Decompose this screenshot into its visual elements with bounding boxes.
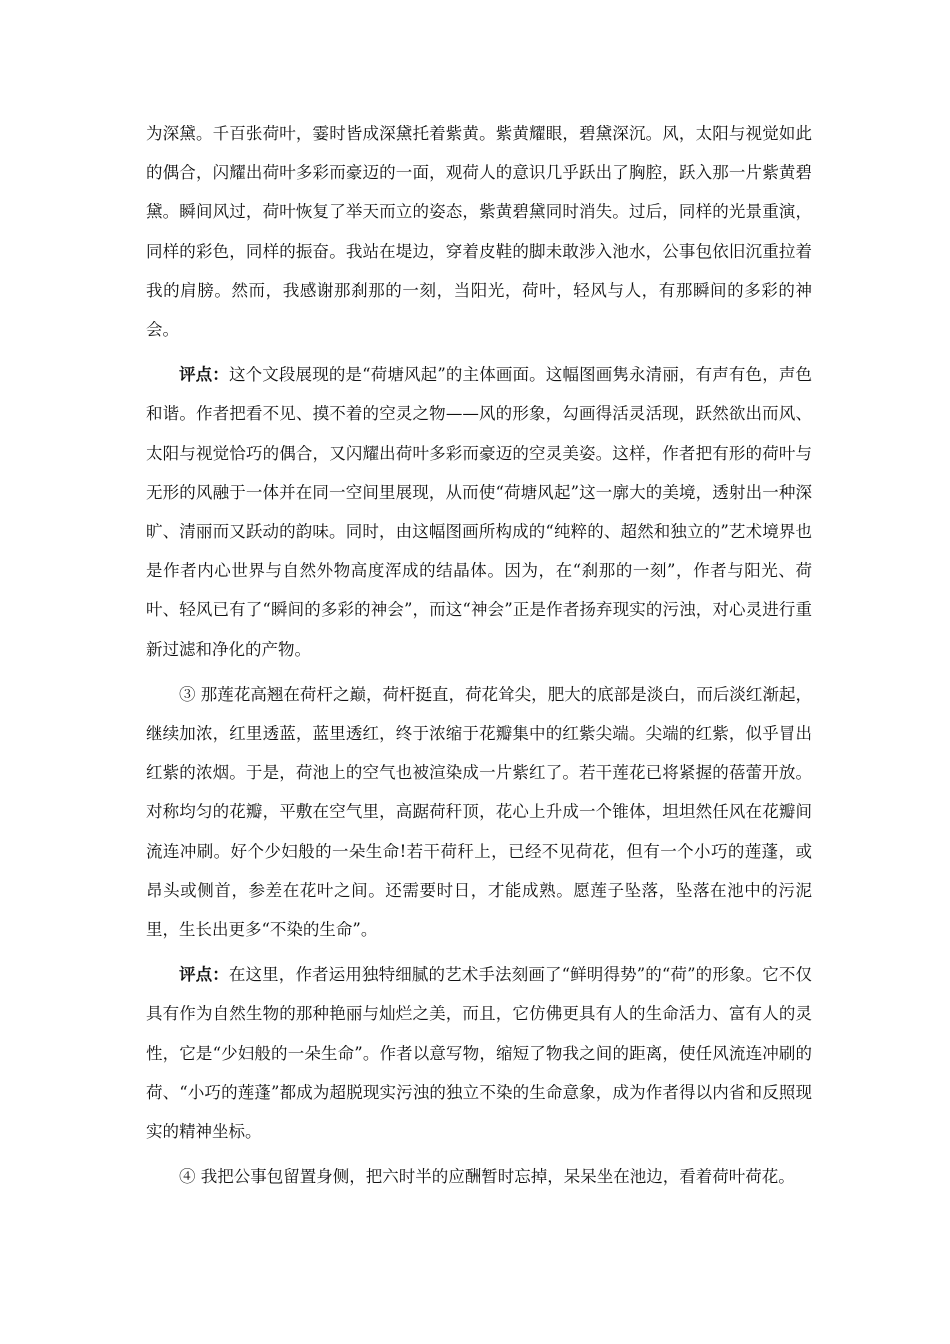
paragraph-continuation xyxy=(146,114,812,349)
comment-label: 评点： xyxy=(179,965,229,985)
paragraph-text: 在这里，作者运用独特细腻的艺术手法刻画了“鲜明得势”的“荷”的形象。它不仅具有作为自然生物的那种艳丽与灿烂之美，而且，它仿佛更具有人的生命活力、富有人的灵性，它是“少妇般的一朵生命”。作者以意写物，缩短了物我之间的距离，使任风流连冲刷的荷、“小巧的莲蓬”都成为超脱现实污浊的独立不染的生命意象，成为作者得以内省和反照现实的精神坐标。 xyxy=(146,965,812,1142)
paragraph-text: ④ 我把公事包留置身侧，把六时半的应酬暂时忘掉，呆呆坐在池边，看着荷叶荷花。 xyxy=(179,1167,795,1187)
paragraph-text: 这个文段展现的是“荷塘风起”的主体画面。这幅图画隽永清丽，有声有色，声色和谐。作者把看不见、摸不着的空灵之物——风的形象，勾画得活灵活现，跃然欲出而风、太阳与视觉恰巧的偶合，又闪耀出荷叶多彩而豪迈的空灵美姿。这样，作者把有形的荷叶与无形的风融于一体并在同一空间里展现，从而使“荷塘风起”这一廓大的美境，透射出一种深旷、清丽而又跃动的韵味。同时，由这幅图画所构成的“纯粹的、超然和独立的”艺术境界也是作者内心世界与自然外物高度浑成的结晶体。因为，在“刹那的一刻”，作者与阳光、荷叶、轻风已有了“瞬间的多彩的神会”，而这“神会”正是作者扬弃现实的污浊，对心灵进行重新过滤和净化的产物。 xyxy=(146,365,813,659)
document-page xyxy=(146,114,812,1202)
paragraph-3 xyxy=(146,675,812,949)
comment-paragraph-2 xyxy=(146,955,812,1151)
paragraph-text: ③ 那莲花高翘在荷杆之巅，荷杆挺直，荷花耸尖，肥大的底部是淡白，而后淡红渐起，继续加浓，红里透蓝，蓝里透红，终于浓缩于花瓣集中的红紫尖端。尖端的红紫，似乎冒出红紫的浓烟。于是，荷池上的空气也被渲染成一片紫红了。若干莲花已将紧握的蓓蕾开放。对称均匀的花瓣，平敷在空气里，高踞荷秆顶，花心上升成一个锥体，坦坦然任风在花瓣间流连冲刷。好个少妇般的一朵生命!若干荷秆上，已经不见荷花，但有一个小巧的莲蓬，或昂头或侧首，参差在花叶之间。还需要时日，才能成熟。愿莲子坠落，坠落在池中的污泥里，生长出更多“不染的生命”。 xyxy=(146,684,812,940)
paragraph-4 xyxy=(146,1157,812,1196)
paragraph-text: 为深黛。千百张荷叶，霎时皆成深黛托着紫黄。紫黄耀眼，碧黛深沉。风，太阳与视觉如此的偶合，闪耀出荷叶多彩而豪迈的一面，观荷人的意识几乎跃出了胸腔，跃入那一片紫黄碧黛。瞬间风过，荷叶恢复了举天而立的姿态，紫黄碧黛同时消失。过后，同样的光景重演，同样的彩色，同样的振奋。我站在堤边，穿着皮鞋的脚未敢涉入池水，公事包依旧沉重拉着我的肩膀。然而，我感谢那刹那的一刻，当阳光，荷叶，轻风与人，有那瞬间的多彩的神会。 xyxy=(146,124,812,340)
comment-label: 评点： xyxy=(179,365,229,385)
comment-paragraph-1 xyxy=(146,355,812,669)
